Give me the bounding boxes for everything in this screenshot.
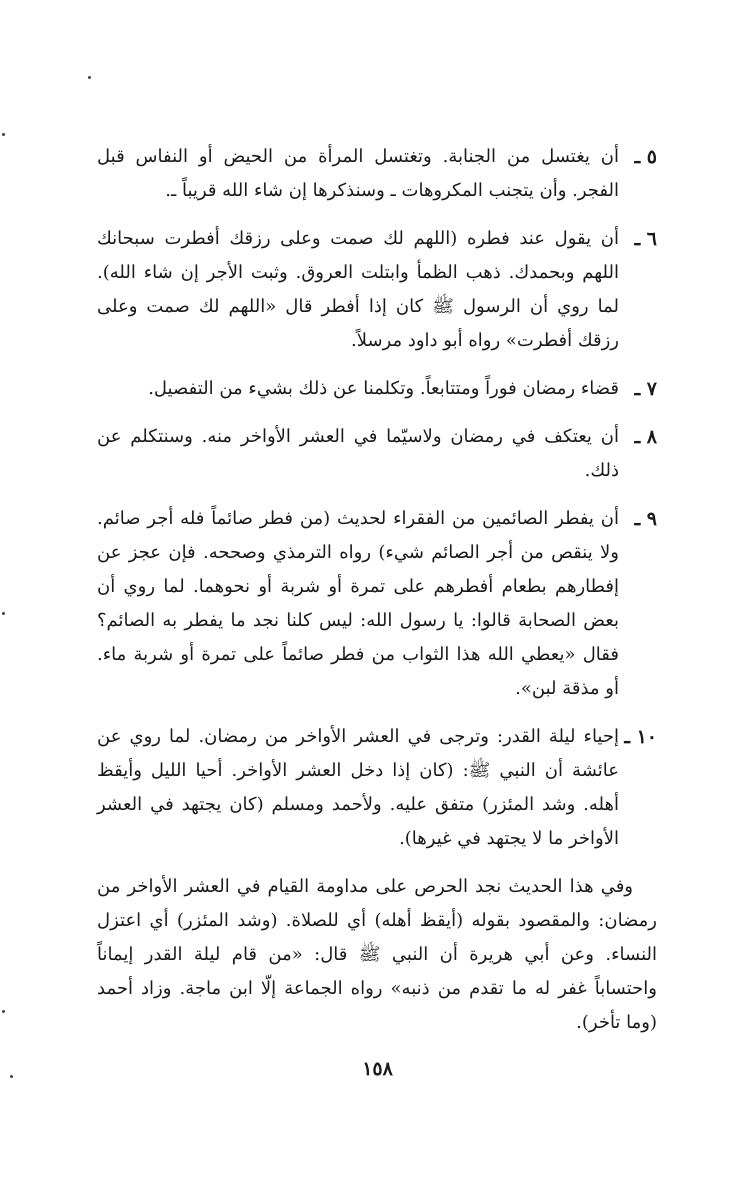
item-number: ٦ ـ: [634, 228, 657, 250]
scan-speck: [2, 133, 5, 136]
item-number: ٧ ـ: [634, 378, 657, 400]
list-item-8: [97, 420, 657, 488]
list-item-6: [97, 222, 657, 358]
item-text: قضاء رمضان فوراً ومتتابعاً. وتكلمنا عن ذلك بشيء من التفصيل.: [148, 378, 619, 399]
item-text: أن يغتسل من الجنابة. وتغتسل المرأة من الحيض أو النفاس قبل الفجر. وأن يتجنب المكروهات ـ وسنذكرها إن شاء الله قريباً ـ.: [97, 146, 619, 201]
scan-speck: [2, 1010, 5, 1013]
item-number: ٥ ـ: [634, 146, 657, 168]
page-number: ١٥٨: [362, 1058, 393, 1080]
item-number: ٨ ـ: [634, 426, 657, 448]
list-item-9: [97, 502, 657, 706]
item-text: إحياء ليلة القدر: وترجى في العشر الأواخر من رمضان. لما روي عن عائشة أن النبي ﷺ: (كان إذا دخل العشر الأواخر. أحيا الليل وأيقظ أهله. وشد المئزر) متفق عليه. ولأحمد ومسلم (كان يجتهد في العشر الأواخر ما لا يجتهد في غيرها).: [97, 726, 619, 849]
scan-speck: [88, 76, 91, 79]
item-text: أن يقول عند فطره (اللهم لك صمت وعلى رزقك أفطرت سبحانك اللهم وبحمدك. ذهب الظمأ وابتلت العروق. وثبت الأجر إن شاء الله). لما روي أن الرسول ﷺ كان إذا أفطر قال «اللهم لك صمت وعلى رزقك أفطرت» رواه أبو داود مرسلاً.: [97, 228, 619, 351]
list-item-5: [97, 140, 657, 208]
item-text: أن يعتكف في رمضان ولاسيّما في العشر الأواخر منه. وسنتكلم عن ذلك.: [97, 426, 619, 481]
item-text: أن يفطر الصائمين من الفقراء لحديث (من فطر صائماً فله أجر صائم. ولا ينقص من أجر الصائم شيء) رواه الترمذي وصححه. فإن عجز عن إفطارهم بطعام أفطرهم على تمرة أو شربة أو نحوهما. لما روي أن بعض الصحابة قالوا: يا رسول الله: ليس كلنا نجد ما يفطر به الصائم؟ فقال «يعطي الله هذا الثواب من فطر صائماً على تمرة أو شربة ماء. أو مذقة لبن».: [97, 508, 619, 699]
item-number: ٩ ـ: [634, 508, 657, 530]
scan-speck: [2, 612, 5, 615]
item-number: ١٠ ـ: [624, 726, 657, 748]
list-item-7: [97, 372, 657, 406]
list-item-10: [97, 720, 657, 856]
closing-paragraph: وفي هذا الحديث نجد الحرص على مداومة القيام في العشر الأواخر من رمضان: والمقصود بقوله (أيقظ أهله) أي للصلاة. (وشد المئزر) أي اعتزل النساء. وعن أبي هريرة أن النبي ﷺ قال: «من قام ليلة القدر إيماناً واحتساباً غفر له ما تقدم من ذنبه» رواه الجماعة إلّا ابن ماجة. وزاد أحمد (وما تأخر).: [97, 876, 657, 1033]
page-body: [97, 140, 657, 1040]
scan-speck: [10, 1075, 13, 1078]
